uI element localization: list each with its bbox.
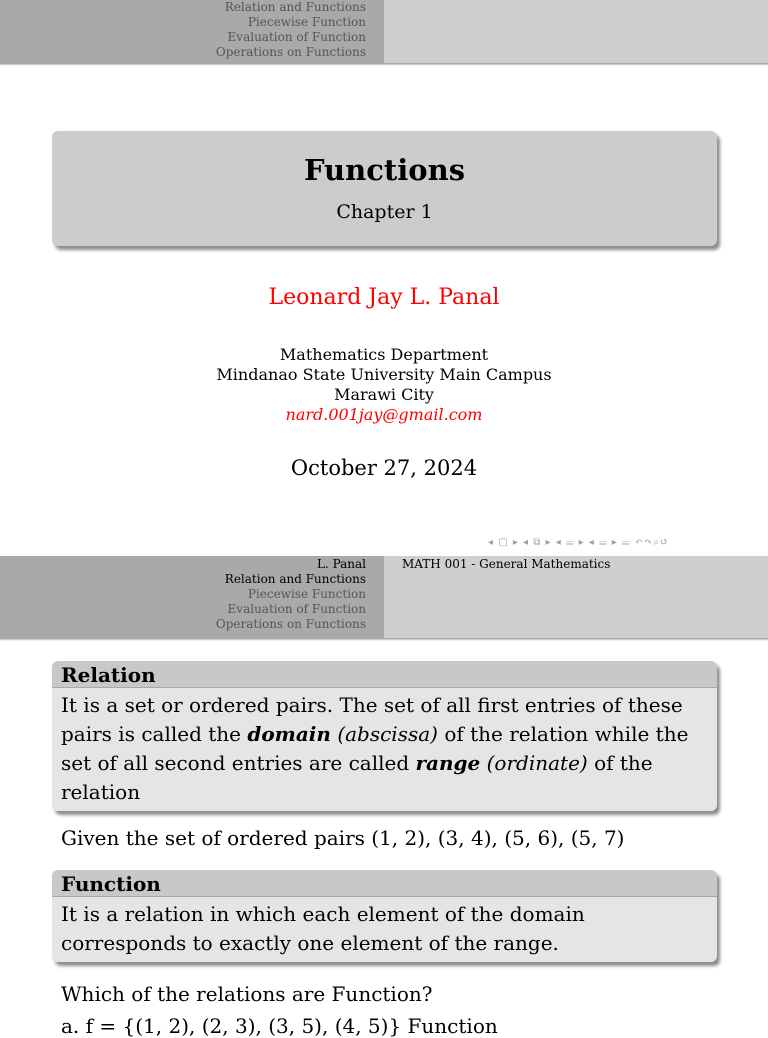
- term-abscissa: (abscissa): [337, 722, 438, 746]
- nav-section-operations[interactable]: Operations on Functions: [215, 45, 366, 59]
- header-author-short: L. Panal: [316, 557, 366, 571]
- presentation-title: Functions: [303, 153, 466, 187]
- nav-section-relation[interactable]: Relation and Functions: [224, 0, 366, 14]
- term-range: range: [415, 751, 481, 775]
- top-header-right: [384, 0, 768, 63]
- nav-section-piecewise[interactable]: Piecewise Function: [247, 587, 366, 601]
- top-header-sections: [0, 0, 384, 63]
- department: Mathematics Department: [279, 345, 489, 364]
- function-definition-block: [52, 870, 717, 962]
- given-ordered-pairs: Given the set of ordered pairs (1, 2), (3, 4), (5, 6), (5, 7): [61, 826, 625, 850]
- relation-block-body: [52, 688, 717, 811]
- top-header-shadow: [0, 63, 768, 66]
- nav-section-operations[interactable]: Operations on Functions: [215, 617, 366, 631]
- slide-header-course: [384, 556, 768, 638]
- beamer-navigation-icons[interactable]: ◂ ▢ ▸ ◂ ⧉ ▸ ◂ ☰ ▸ ◂ ☰ ▸ ☰ ↶↷⌕↺: [488, 537, 670, 548]
- relation-text-2: of the relation while the set of all second entries are called: [61, 722, 689, 775]
- term-ordinate: (ordinate): [486, 751, 588, 775]
- university: Mindanao State University Main Campus: [216, 365, 552, 384]
- nav-section-piecewise[interactable]: Piecewise Function: [247, 15, 366, 29]
- slide-header-shadow: [0, 638, 768, 641]
- top-header-bar: [0, 0, 768, 63]
- nav-section-evaluation[interactable]: Evaluation of Function: [227, 30, 366, 44]
- slide-header-bar: [0, 556, 768, 638]
- title-box: [52, 131, 717, 246]
- function-block-body: It is a relation in which each element of the domain corresponds to exactly one element of the range.: [61, 902, 585, 955]
- presentation-subtitle: Chapter 1: [336, 201, 433, 223]
- relation-text-3: of the relation: [61, 751, 653, 804]
- nav-section-relation-active[interactable]: Relation and Functions: [224, 572, 366, 586]
- city: Marawi City: [334, 385, 434, 404]
- relation-example-a: a. f = {(1, 2), (2, 3), (3, 5), (4, 5)} Function: [61, 1014, 498, 1038]
- author-name: Leonard Jay L. Panal: [268, 285, 500, 310]
- nav-section-evaluation[interactable]: Evaluation of Function: [227, 602, 366, 616]
- relation-text-1: It is a set or ordered pairs. The set of all first entries of these pairs is called the: [61, 693, 683, 746]
- author-email[interactable]: nard.001jay@gmail.com: [285, 405, 483, 424]
- slide-header-sections: [0, 556, 384, 638]
- term-domain: domain: [247, 722, 331, 746]
- presentation-date: October 27, 2024: [290, 456, 478, 480]
- relation-definition-block: [52, 661, 717, 811]
- course-title: MATH 001 - General Mathematics: [402, 557, 611, 571]
- relation-block-title: Relation: [52, 661, 717, 688]
- function-question: Which of the relations are Function?: [61, 982, 433, 1006]
- institute-block: [0, 345, 768, 425]
- function-block-title: Function: [52, 870, 717, 897]
